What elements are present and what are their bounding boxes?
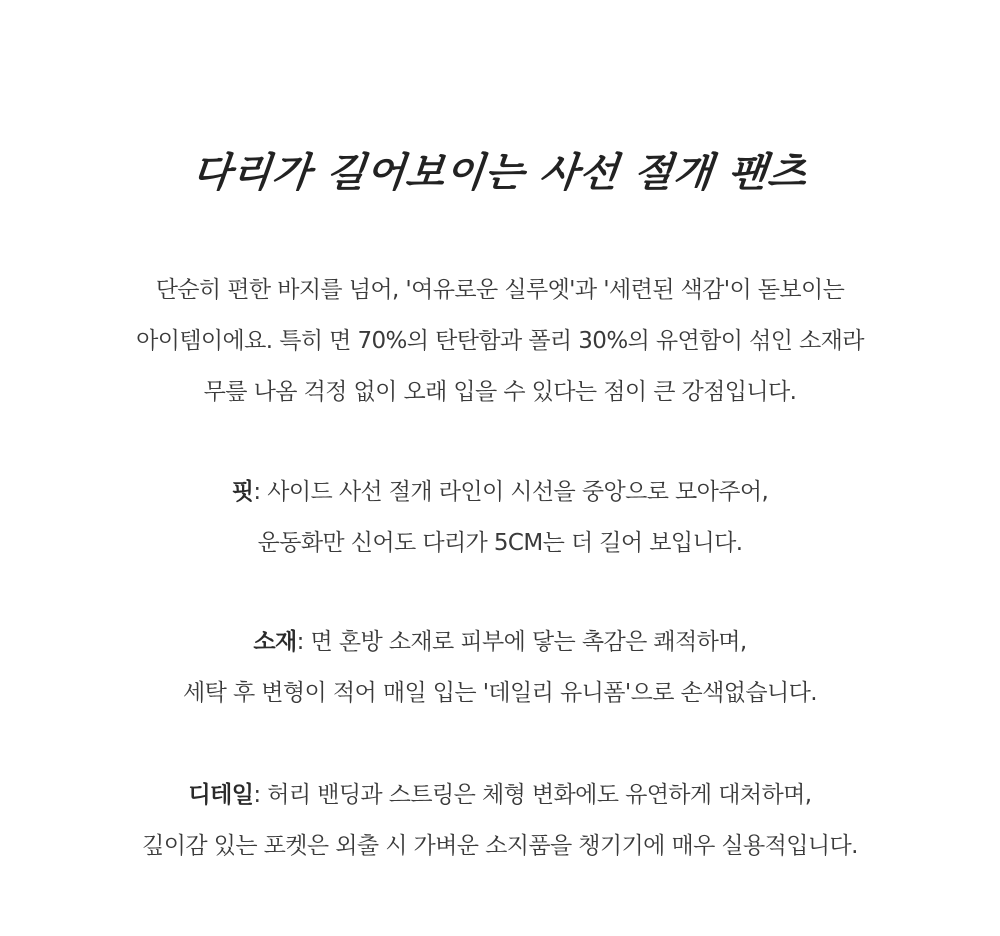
intro-line-2: 아이템이에요. 특히 면 70%의 탄탄함과 폴리 30%의 유연함이 섞인 소재라: [136, 328, 864, 354]
detail-line-1: [0, 775, 1000, 826]
material-label: 소재: [253, 629, 297, 655]
intro-line-1: 단순히 편한 바지를 넘어, '여유로운 실루엣'과 '세련된 색감'이 돋보이는: [155, 277, 845, 303]
detail-label: 디테일: [188, 782, 254, 808]
material-line-1: [0, 622, 1000, 673]
material-line-2: 세탁 후 변형이 적어 매일 입는 '데일리 유니폼'으로 손색없습니다.: [183, 680, 817, 706]
detail-line-2: 깊이감 있는 포켓은 외출 시 가벼운 소지품을 챙기기에 매우 실용적입니다.: [142, 833, 858, 859]
intro-paragraph: [0, 270, 1000, 423]
material-paragraph: [0, 622, 1000, 724]
detail-description: : 허리 밴딩과 스트링은 체형 변화에도 유연하게 대처하며,: [253, 782, 812, 808]
fit-line-2: 운동화만 신어도 다리가 5CM는 더 길어 보입니다.: [257, 530, 743, 556]
detail-paragraph: [0, 775, 1000, 877]
intro-line-3: 무릎 나옴 걱정 없이 오래 입을 수 있다는 점이 큰 강점입니다.: [203, 379, 797, 405]
fit-line-1: [0, 472, 1000, 523]
material-description: : 면 혼방 소재로 피부에 닿는 촉감은 쾌적하며,: [296, 629, 747, 655]
fit-label: 핏: [231, 479, 254, 505]
fit-description: : 사이드 사선 절개 라인이 시선을 중앙으로 모아주어,: [253, 479, 769, 505]
fit-paragraph: [0, 472, 1000, 574]
page-title: 다리가 길어보이는 사선 절개 팬츠: [190, 149, 810, 196]
